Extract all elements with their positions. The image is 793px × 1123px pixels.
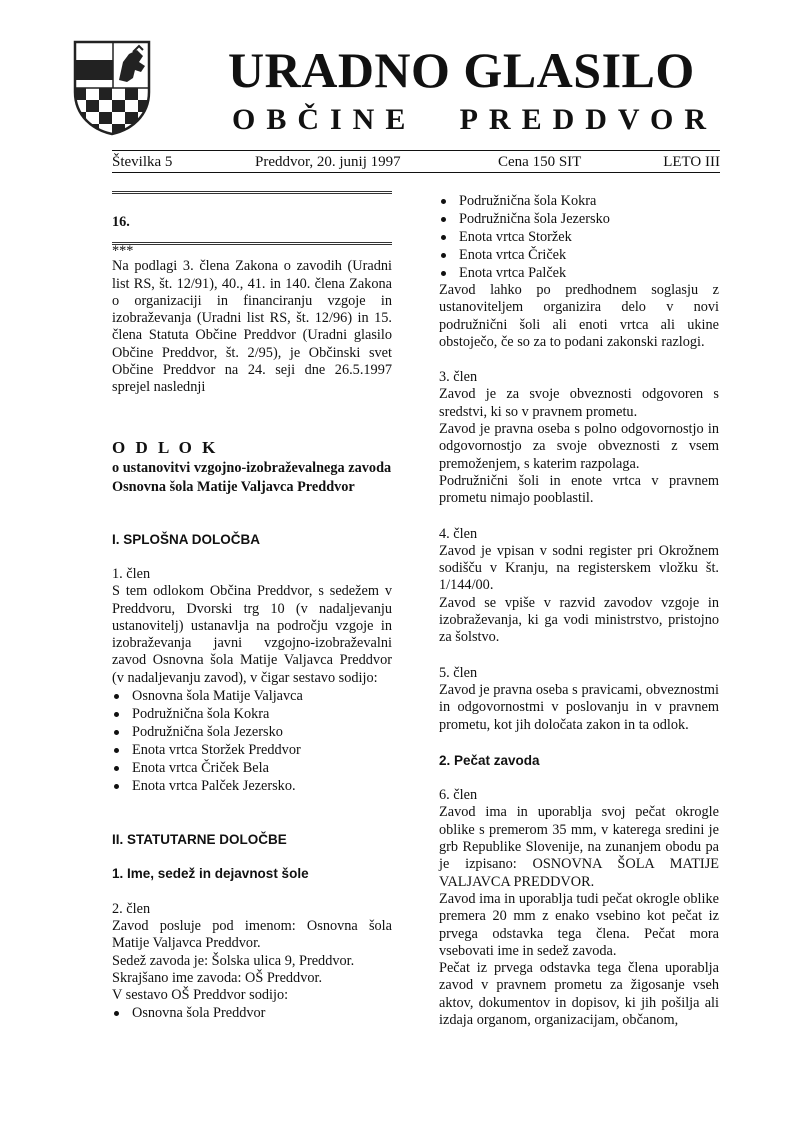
units-list-2 [112,1004,392,1022]
odlok-school-name: Osnovna šola Matije Valjavca Preddvor [112,478,355,495]
list-item: Podružnična šola Jezersko [112,723,392,741]
clen-2-line: Sedež zavoda je: Šolska ulica 9, Preddvor. [112,952,355,969]
clen-6-heading: 6. člen [439,787,478,804]
list-item: Enota vrtca Storžek [439,228,719,246]
publication-subtitle [232,102,717,138]
issue-year: LETO III [663,154,720,170]
clen-2-line: V sestavo OŠ Preddvor sodijo: [112,987,289,1004]
list-item: Enota vrtca Palček Jezersko. [112,777,392,795]
list-item: Osnovna šola Matije Valjavca [112,687,392,705]
subsection-heading-name: 1. Ime, sedež in dejavnost šole [112,866,309,882]
clen-4-line: Zavod je vpisan v sodni register pri Okrožnem sodišču v Kranju, na registerskem vložku št. 1/144/00. [439,542,719,594]
clen-5-text: Zavod je pravna oseba s pravicami, obveznostmi in odgovornostmi v poslovanju in v pravnem prometu, kot jih določata zakon in ta odlok. [439,681,719,733]
subtitle-municipality-word: OBČINE [232,103,417,136]
preamble-text: Na podlagi 3. člena Zakona o zavodih (Uradni list RS, št. 12/91), 40., 41. in 140. člena Zakona o organizaciji in financiranju vzgoje in izobraževanja (Uradni list RS, št. 12/96) in 15. člena Statuta Občine Preddvor (Uradni glasilo Občine Preddvor, št. 2/95), je Občinski svet Občine Preddvor na 24. seji dne 26.5.1997 sprejel naslednji [112,258,392,396]
list-item: Podružnična šola Kokra [112,705,392,723]
clen-6-line: Zavod ima in uporablja tudi pečat okrogle oblike premera 20 mm z enako vsebino kot pečat iz prvega odstavka tega člena. Pečat mora vsebovati ime in sedež zavoda. [439,890,719,959]
left-column [112,191,392,1022]
clen-3-line: Zavod je pravna oseba s polno odgovornostjo in odgovornostjo za svoje obveznosti z vsem premoženjem, s katerim razpolaga. [439,421,719,472]
list-item: Podružnična šola Jezersko [439,210,719,228]
clen-3-line: Podružnični šoli in enote vrtca v pravnem prometu nimajo pooblastil. [439,472,719,507]
clen-4-heading: 4. člen [439,525,478,542]
clen-5-heading: 5. člen [439,664,478,681]
clen-2-line: Skrajšano ime zavoda: OŠ Preddvor. [112,969,323,986]
issue-price: Cena 150 SIT [498,154,582,170]
rule-double-top [112,191,392,194]
list-item: Podružnična šola Kokra [439,192,719,210]
after-list-text: Zavod lahko po predhodnem soglasju z ustanoviteljem organizira delo v novi podružnični šoli ali enoti vrtca ali ukine obstoječo, če so za to podani zakonski razlogi. [439,282,719,350]
header-rule-bottom [112,172,720,173]
units-list-continued [439,192,719,282]
clen-3-line: Zavod je za svoje obveznosti odgovoren s sredstvi, ki so v pravnem prometu. [439,386,719,420]
clen-2-line: Zavod posluje pod imenom: Osnovna šola Matije Valjavca Preddvor. [112,917,392,952]
list-item: Osnovna šola Preddvor [112,1004,392,1022]
clen-1-text: S tem odlokom Občina Preddvor, s sedežem v Preddvoru, Dvorski trg 10 (v nadaljevanju ustanovitelj) ustanavlja na področju vzgoje in izobraževanja javni vzgojno-izobraževalni zavod Osnovna šola Matije Valjavca Preddvor (v nadaljevanju zavod), v čigar sestavo sodijo: [112,583,392,686]
clen-6-line: Zavod ima in uporablja svoj pečat okrogle oblike s premerom 35 mm, v katerega sredini je grb Republike Slovenije, na zunanjem obodu pa je izpisano: OSNOVNA ŠOLA MATIJE VALJAVCA PREDDVOR. [439,804,719,890]
clen-4-line: Zavod se vpiše v razvid zavodov vzgoje in izobraževanja, ki ga vodi ministrstvo, pristojno za šolstvo. [439,594,719,646]
clen-2-heading: 2. člen [112,900,151,917]
clen-1-heading: 1. člen [112,565,151,582]
subsection-heading-seal: 2. Pečat zavoda [439,752,540,768]
issue-number: Številka 5 [112,154,173,170]
odlok-title: O D L O K [112,437,219,457]
list-item: Enota vrtca Čriček Bela [112,759,392,777]
clen-6-line: Pečat iz prvega odstavka tega člena uporablja zavod v pravnem prometu za žigosanje vseh aktov, dokumentov in dopisov, ki jih pošilja ali izdaja organom, organizacijam, občanom, [439,960,719,1028]
section-heading-statutory: II. STATUTARNE DOLOČBE [112,832,287,848]
subtitle-place: PREDDVOR [459,103,717,136]
stars-separator: *** [112,243,134,260]
coat-of-arms-icon [73,40,151,136]
list-item: Enota vrtca Storžek Preddvor [112,741,392,759]
odlok-subtitle: o ustanovitvi vzgojno-izobraževalnega zavoda [112,459,392,476]
list-item: Enota vrtca Palček [439,264,719,282]
right-column [439,192,719,1029]
publication-title: URADNO GLASILO [228,42,695,98]
list-item: Enota vrtca Čriček [439,246,719,264]
clen-3-heading: 3. člen [439,369,478,386]
act-number: 16. [112,214,130,230]
issue-place-date: Preddvor, 20. junij 1997 [255,154,401,170]
header-rule-top [112,150,720,151]
section-heading-general: I. SPLOŠNA DOLOČBA [112,531,261,547]
units-list [112,687,392,795]
